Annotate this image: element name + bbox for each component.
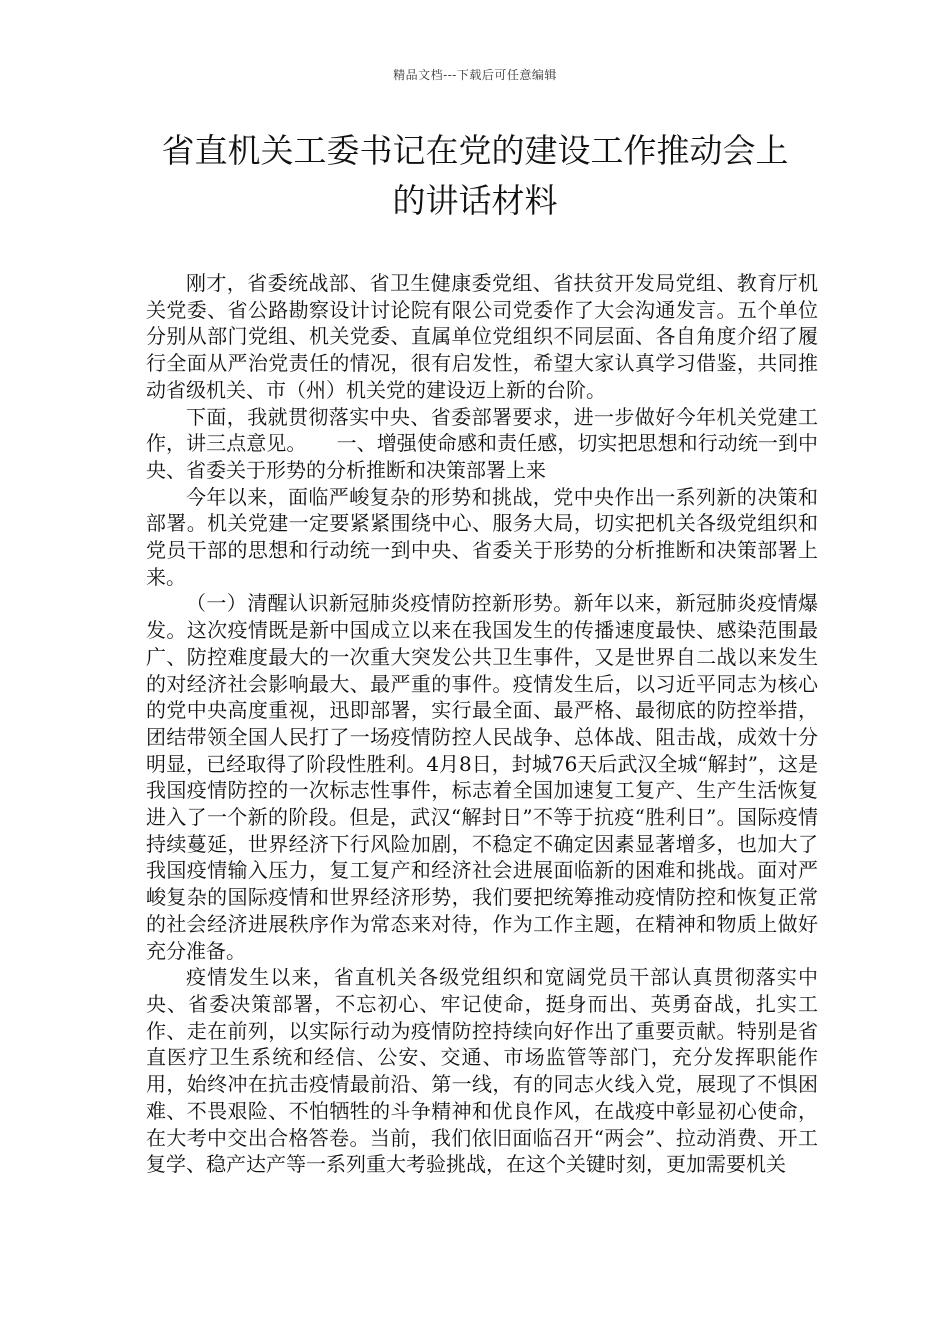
document-title: 省直机关工委书记在党的建设工作推动会上的讲话材料	[161, 131, 789, 220]
paragraph-1: 刚才，省委统战部、省卫生健康委党组、省扶贫开发局党组、教育厅机关党委、省公路勘察设计讨论院有限公司党委作了大会沟通发言。五个单位分别从部门党组、机关党委、直属单位党组织不同层面、各自角度介绍了履行全面从严治党责任的情况，很有启发性，希望大家认真学习借鉴，共同推动省级机关、市（州）机关党的建设迈上新的台阶。	[146, 271, 818, 402]
document-body	[146, 270, 818, 1178]
paragraph-4: （一）清醒认识新冠肺炎疫情防控新形势。新年以来，新冠肺炎疫情爆发。这次疫情既是新中国成立以来在我国发生的传播速度最快、感染范围最广、防控难度最大的一次重大突发公共卫生事件，又是世界自二战以来发生的对经济社会影响最大、最严重的事件。疫情发生后，以习近平同志为核心的党中央高度重视，迅即部署，实行最全面、最严格、最彻底的防控举措，团结带领全国人民打了一场疫情防控人民战争、总体战、阻击战，成效十分明显，已经取得了阶段性胜利。4月8日，封城76天后武汉全城“解封”，这是我国疫情防控的一次标志性事件，标志着全国加速复工复产、生产生活恢复进入了一个新的阶段。但是，武汉“解封日”不等于抗疫“胜利日”。国际疫情持续蔓延，世界经济下行风险加剧，不稳定不确定因素显著增多，也加大了我国疫情输入压力，复工复产和经济社会进展面临新的困难和挑战。面对严峻复杂的国际疫情和世界经济形势，我们要把统筹推动疫情防控和恢复正常的社会经济进展秩序作为常态来对待，作为工作主题，在精神和物质上做好充分准备。	[146, 591, 818, 963]
paragraph-2: 下面，我就贯彻落实中央、省委部署要求，进一步做好今年机关党建工作，讲三点意见。 一、增强使命感和责任感，切实把思想和行动统一到中央、省委关于形势的分析推断和决策部署上来	[146, 404, 818, 482]
header-note: 精品文档---下载后可任意编辑	[393, 68, 557, 82]
paragraph-5: 疫情发生以来，省直机关各级党组织和宽阔党员干部认真贯彻落实中央、省委决策部署，不忘初心、牢记使命，挺身而出、英勇奋战，扎实工作、走在前列，以实际行动为疫情防控持续向好作出了重要贡献。特别是省直医疗卫生系统和经信、公安、交通、市场监管等部门，充分发挥职能作用，始终冲在抗击疫情最前沿、第一线，有的同志火线入党，展现了不惧困难、不畏艰险、不怕牺牲的斗争精神和优良作风，在战疫中彰显初心使命，在大考中交出合格答卷。当前，我们依旧面临召开“两会”、拉动消费、开工复学、稳产达产等一系列重大考验挑战，在这个关键时刻，更加需要机关	[146, 965, 818, 1177]
paragraph-3: 今年以来，面临严峻复杂的形势和挑战，党中央作出一系列新的决策和部署。机关党建一定要紧紧围绕中心、服务大局，切实把机关各级党组织和党员干部的思想和行动统一到中央、省委关于形势的分析推断和决策部署上来。	[146, 484, 818, 589]
